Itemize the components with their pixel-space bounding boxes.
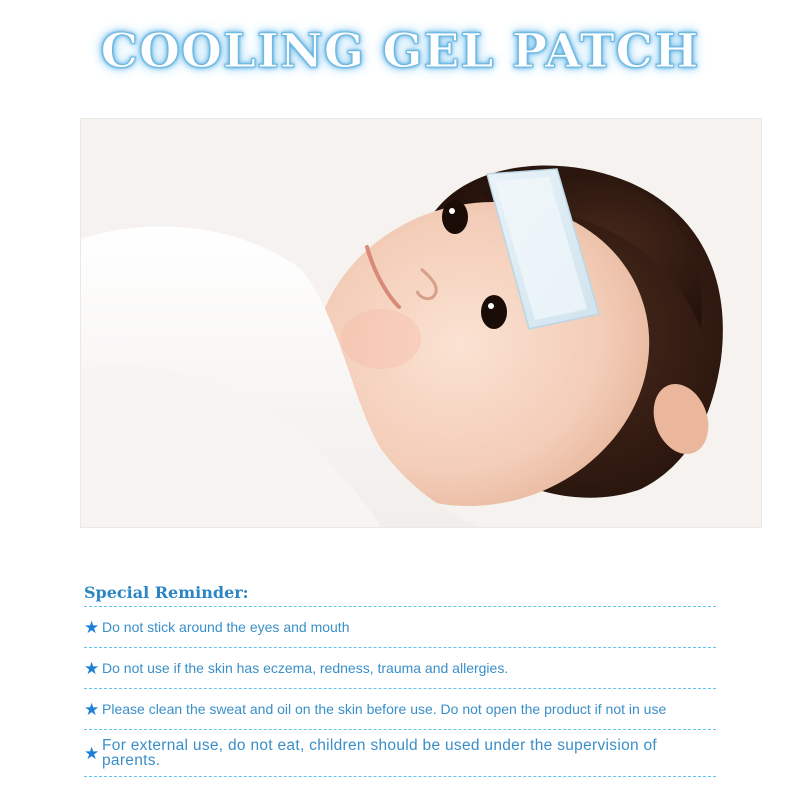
reminder-item	[84, 648, 716, 688]
headline-title: COOLING GEL PATCH	[100, 24, 700, 79]
star-icon: ★	[84, 658, 100, 678]
star-icon: ★	[84, 743, 100, 763]
reminder-item	[84, 689, 716, 729]
special-reminder-section	[84, 580, 716, 777]
baby-patch-photo	[80, 118, 762, 528]
reminder-title: Special Reminder:	[84, 583, 249, 602]
divider	[84, 776, 716, 777]
reminder-item-text: Do not use if the skin has eczema, redness, trauma and allergies.	[102, 659, 509, 676]
reminder-item-text: Do not stick around the eyes and mouth	[102, 618, 350, 635]
reminder-item-text: Please clean the sweat and oil on the skin before use. Do not open the product if not in use	[102, 700, 667, 717]
star-icon: ★	[84, 699, 100, 719]
reminder-item	[84, 730, 716, 776]
reminder-item	[84, 607, 716, 647]
reminder-item-text: For external use, do not eat, children should be used under the supervision of parents.	[102, 737, 658, 769]
baby-with-forehead-patch-illustration	[81, 119, 761, 527]
star-icon: ★	[84, 617, 100, 637]
